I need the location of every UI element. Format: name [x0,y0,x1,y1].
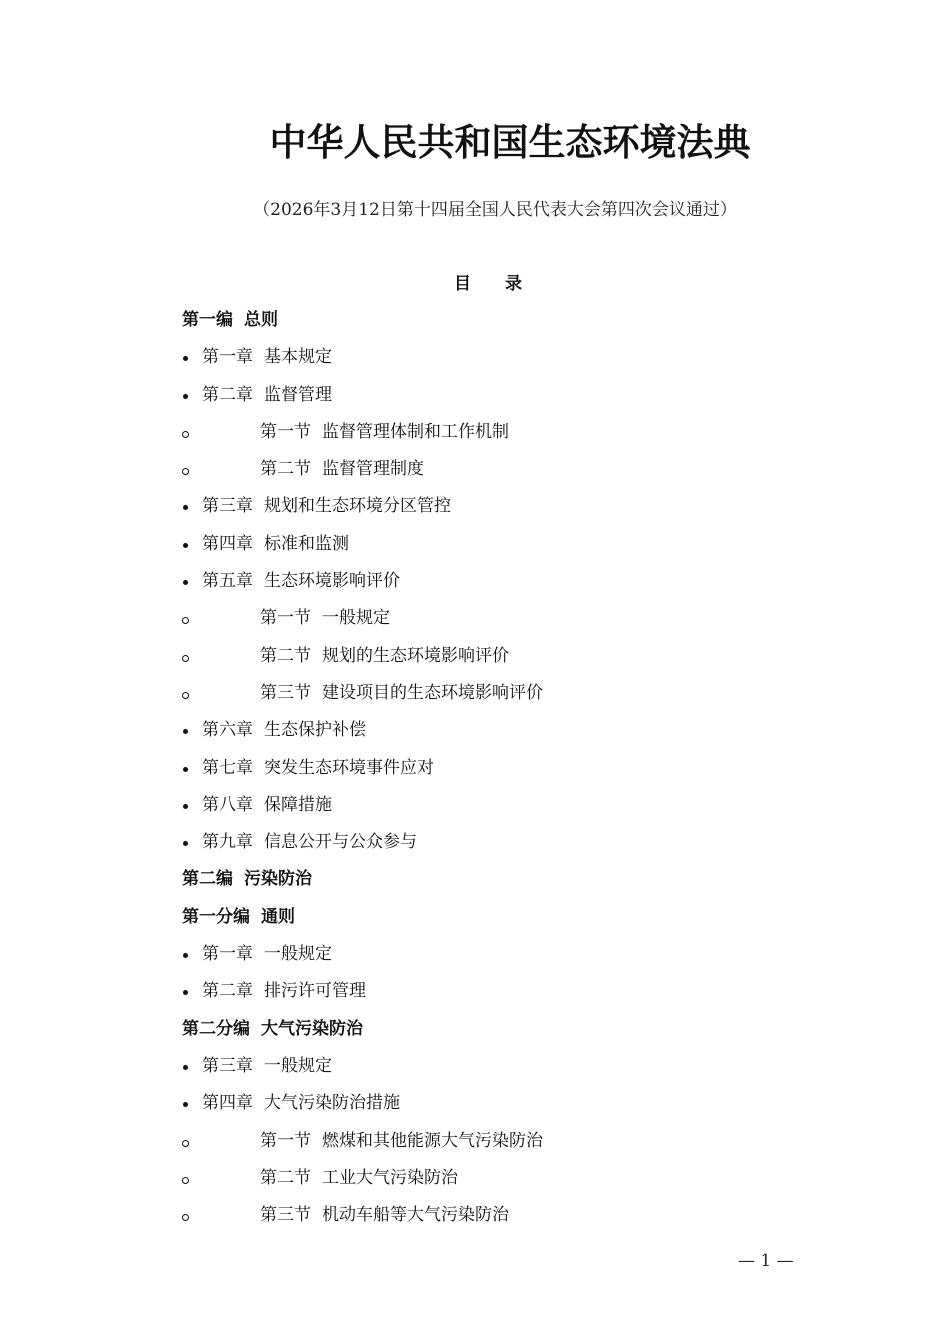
toc-number: 第二章 [202,981,253,1002]
toc-heading: 目 录 [454,274,536,294]
toc-title: 监督管理制度 [322,459,424,480]
toc-title: 燃煤和其他能源大气污染防治 [322,1130,543,1151]
toc-part-item[interactable] [0,302,950,339]
toc-title: 基本规定 [264,347,332,368]
toc-chapter-item[interactable] [0,563,950,600]
toc-chapter-item[interactable] [0,824,950,861]
toc-number: 第二章 [202,384,253,405]
toc-title: 机动车船等大气污染防治 [322,1205,509,1226]
toc-title: 通则 [261,906,295,927]
toc-title: 监督管理 [264,384,332,405]
toc-title: 建设项目的生态环境影响评价 [322,682,543,703]
toc-chapter-item[interactable] [0,1085,950,1122]
toc-number: 第六章 [202,720,253,741]
toc-number: 第二分编 [182,1018,250,1039]
toc-title: 一般规定 [264,944,332,965]
toc-title: 规划的生态环境影响评价 [322,645,509,666]
toc-number: 第一分编 [182,906,250,927]
toc-number: 第一节 [260,1130,311,1151]
toc-number: 第二节 [260,1167,311,1188]
toc-title: 标准和监测 [264,533,349,554]
toc-section-item[interactable] [0,638,950,675]
toc-number: 第八章 [202,794,253,815]
toc-number: 第三节 [260,1205,311,1226]
toc-chapter-item[interactable] [0,936,950,973]
toc-chapter-item[interactable] [0,750,950,787]
table-of-contents [0,302,950,1234]
toc-chapter-item[interactable] [0,377,950,414]
toc-chapter-item[interactable] [0,526,950,563]
toc-title: 一般规定 [322,608,390,629]
toc-number: 第一章 [202,944,253,965]
toc-section-item[interactable] [0,451,950,488]
toc-title: 监督管理体制和工作机制 [322,421,509,442]
page-number: — 1 — [738,1251,794,1271]
toc-section-item[interactable] [0,414,950,451]
toc-title: 工业大气污染防治 [322,1167,458,1188]
toc-number: 第二节 [260,459,311,480]
document-title: 中华人民共和国生态环境法典 [269,120,751,164]
toc-number: 第一编 [182,310,233,330]
toc-number: 第四章 [202,533,253,554]
toc-part-item[interactable] [0,861,950,898]
toc-title: 生态环境影响评价 [264,571,400,592]
toc-number: 第四章 [202,1093,253,1114]
toc-chapter-item[interactable] [0,973,950,1010]
toc-title: 信息公开与公众参与 [264,832,417,853]
toc-title: 大气污染防治 [261,1018,363,1039]
toc-part-item[interactable] [0,1011,950,1048]
toc-section-item[interactable] [0,675,950,712]
toc-number: 第九章 [202,832,253,853]
toc-number: 第一节 [260,608,311,629]
toc-number: 第三节 [260,682,311,703]
toc-chapter-item[interactable] [0,1048,950,1085]
toc-title: 一般规定 [264,1055,332,1076]
toc-title: 规划和生态环境分区管控 [264,496,451,517]
toc-section-item[interactable] [0,1123,950,1160]
toc-section-item[interactable] [0,1197,950,1234]
toc-number: 第三章 [202,1055,253,1076]
toc-number: 第三章 [202,496,253,517]
toc-number: 第二编 [182,869,233,890]
toc-number: 第七章 [202,757,253,778]
toc-chapter-item[interactable] [0,712,950,749]
toc-title: 保障措施 [264,794,332,815]
toc-title: 生态保护补偿 [264,720,366,741]
toc-section-item[interactable] [0,600,950,637]
toc-number: 第二节 [260,645,311,666]
toc-chapter-item[interactable] [0,339,950,376]
toc-title: 总则 [244,310,278,330]
toc-number: 第五章 [202,571,253,592]
toc-title: 污染防治 [244,869,312,890]
toc-number: 第一章 [202,347,253,368]
toc-chapter-item[interactable] [0,787,950,824]
toc-number: 第一节 [260,421,311,442]
toc-title: 排污许可管理 [264,981,366,1002]
document-subtitle: （2026年3月12日第十四届全国人民代表大会第四次会议通过） [253,200,737,220]
toc-section-item[interactable] [0,1160,950,1197]
toc-part-item[interactable] [0,899,950,936]
toc-chapter-item[interactable] [0,488,950,525]
toc-title: 大气污染防治措施 [264,1093,400,1114]
toc-title: 突发生态环境事件应对 [264,757,434,778]
